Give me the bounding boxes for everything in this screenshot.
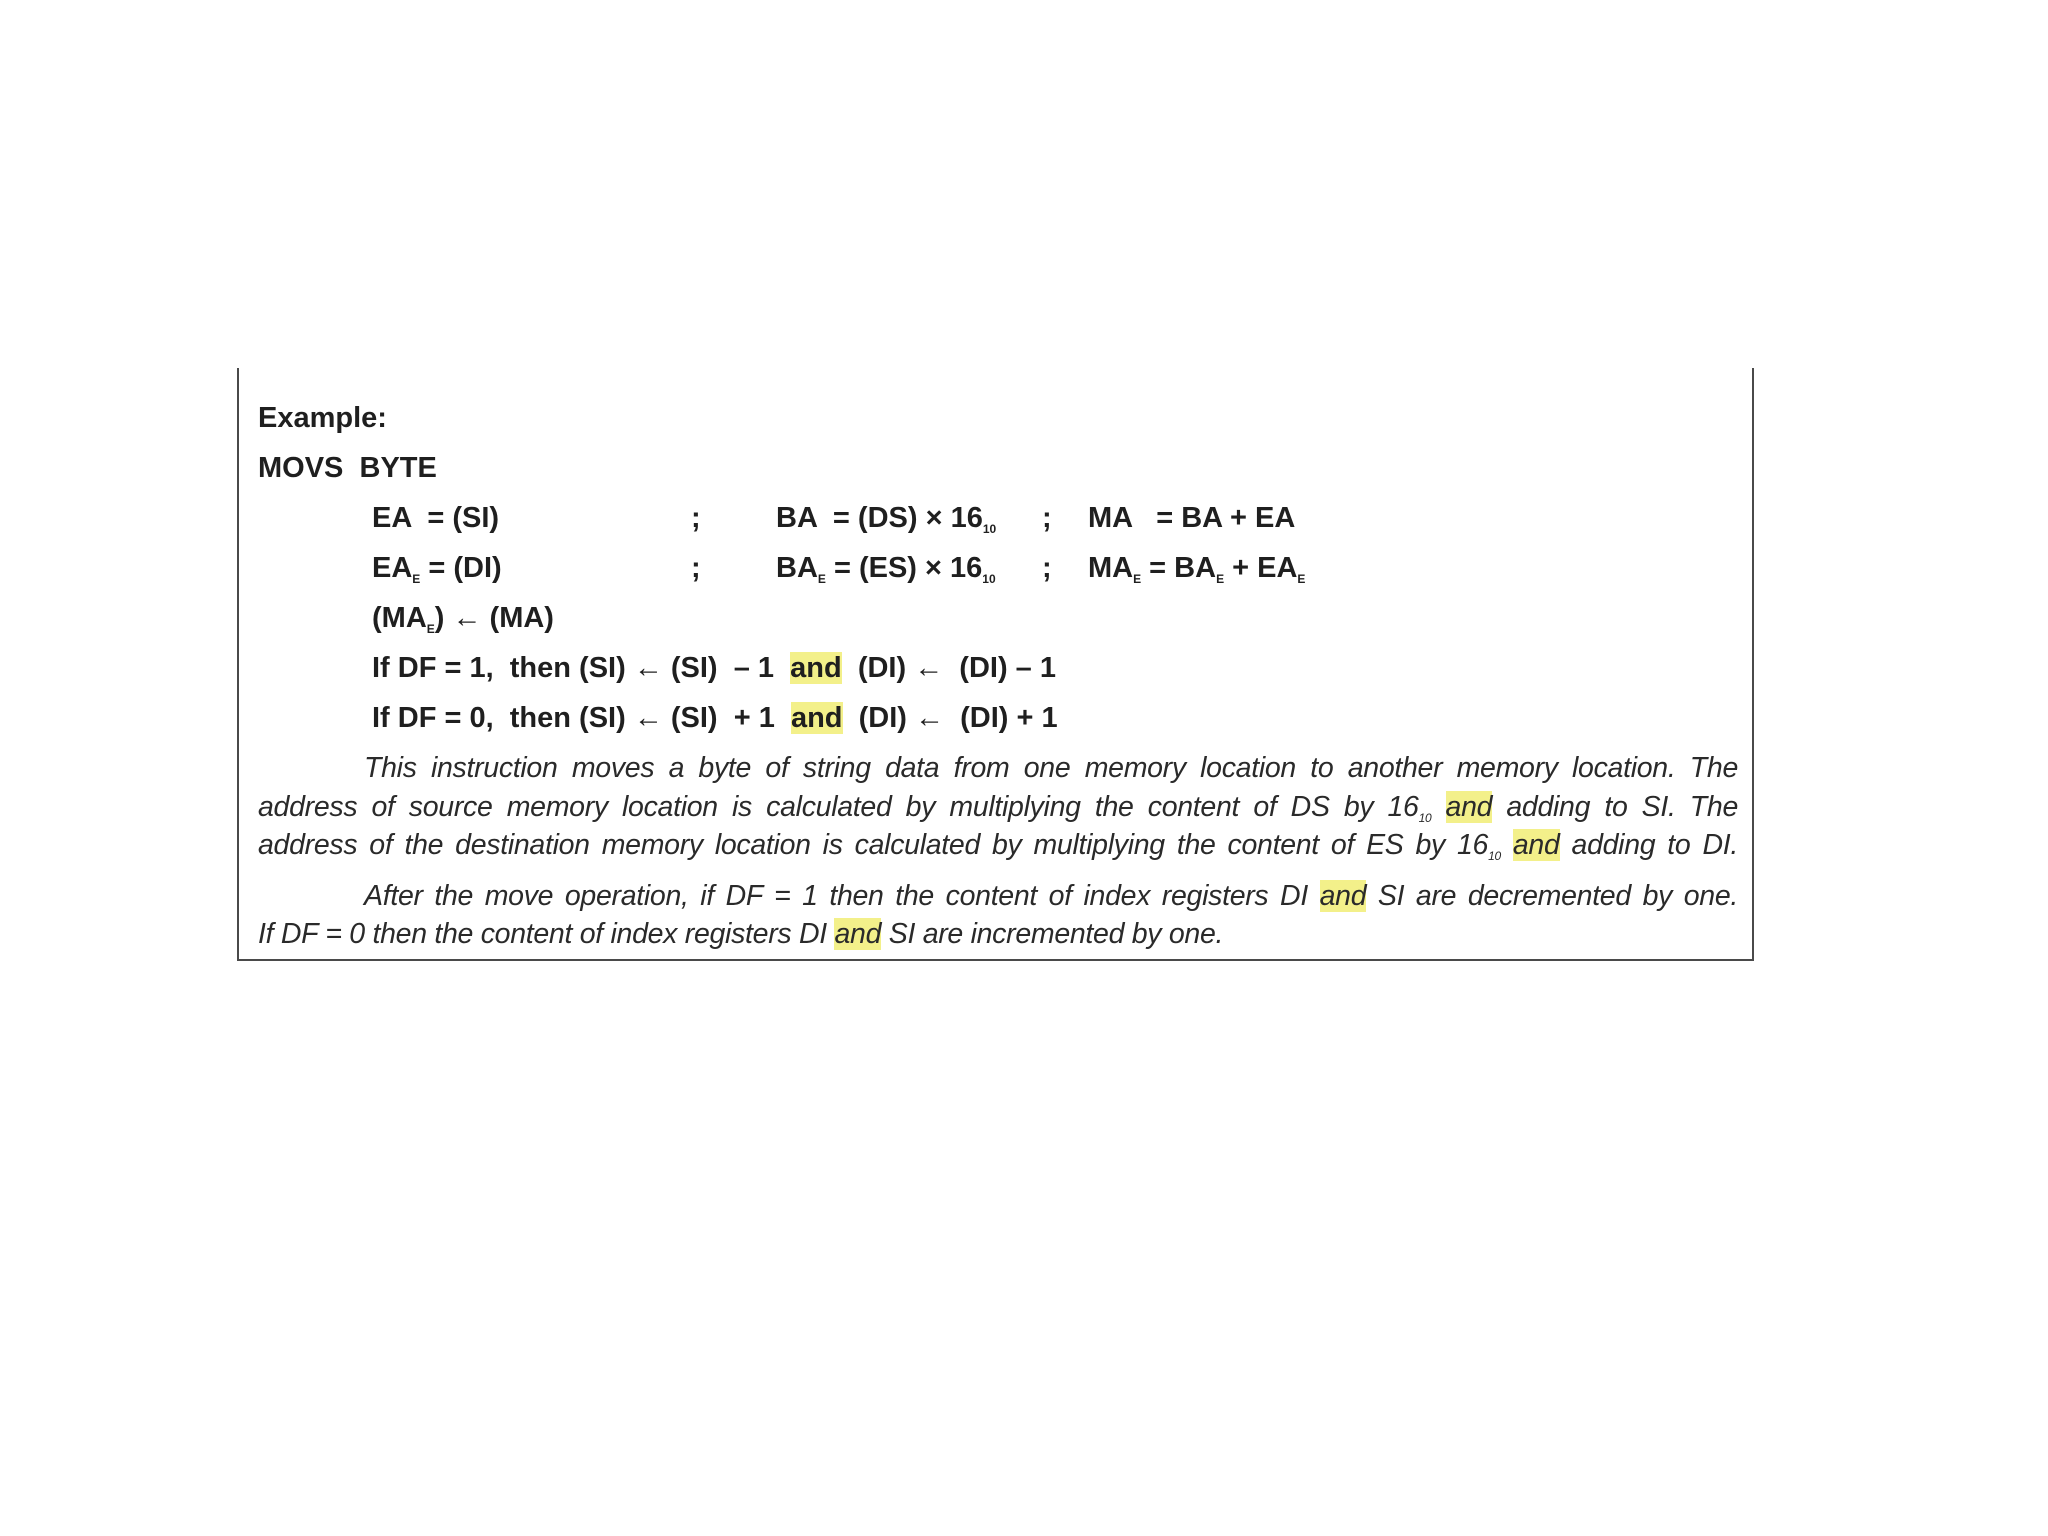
eq1-sep2: ; [1042,502,1052,534]
highlight-and: and [790,652,842,684]
eq1-left: EA = (SI) [372,502,500,534]
para2-line1: After the move operation, if DF = 1 then the content of index registers DI and SI are decremented by one. [364,880,1738,912]
highlight-and: and [1445,791,1493,823]
eq1-right: MA = BA + EA [1088,502,1296,534]
para1-line2: address of source memory location is calculated by multiplying the content of DS by $16_{10}$ and adding to SI. The [258,791,1739,825]
para1-line1: This instruction moves a byte of string data from one memory location to another memory location. The [364,752,1738,784]
highlight-and: and [834,918,882,950]
eq1-mid: BA = $(DS) \times 16_{10}$ [776,502,997,536]
highlight-and: and [1319,880,1367,912]
eq2-mid: $BA_E = (ES) \times 16_{10}$ [776,552,996,586]
equation-row-3: $(MA_E)$ ← (MA) [372,602,554,636]
para1-line3: address of the destination memory location is calculated by multiplying the content of ES by $16_{10}$ and adding to DI. [258,829,1738,863]
eq2-right: $MA_E = BA_E + EA_E$ [1088,552,1306,586]
equation-row-4: If DF = 1, then (SI) ← (SI) – 1 and (DI) ← (DI) – 1 [372,652,1056,684]
para2-line2: If DF = 0 then the content of index registers DI and SI are incremented by one. [258,918,1224,950]
highlight-and: and [790,702,843,734]
eq1-sep1: ; [691,502,701,534]
eq2-sep2: ; [1042,552,1052,584]
eq2-sep1: ; [691,552,701,584]
instruction-title: MOVS BYTE [258,452,437,484]
equation-row-5: If DF = 0, then (SI) ← (SI) + 1 and (DI) ← (DI) + 1 [372,702,1058,734]
eq2-left: $EA_E = (DI)$ [372,552,502,586]
highlight-and: and [1512,829,1560,861]
example-heading: Example: [258,402,387,434]
